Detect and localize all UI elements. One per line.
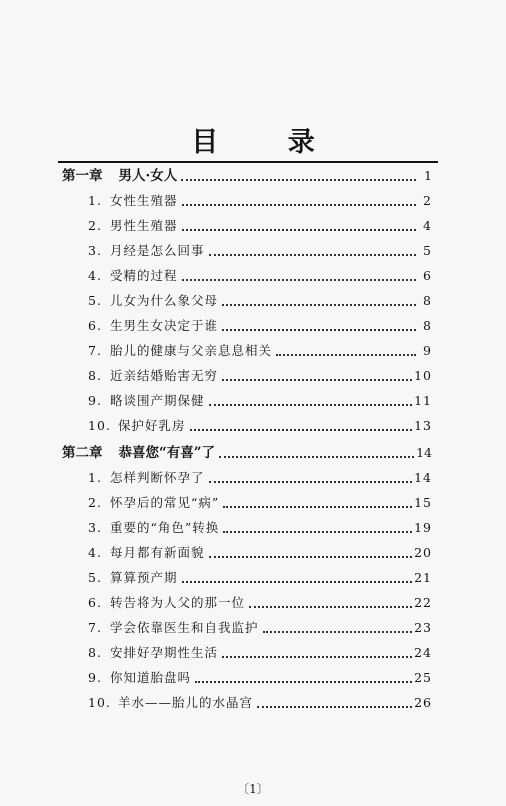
dot-leader (222, 379, 412, 381)
entry-title: 羊水——胎儿的水晶宫 (118, 695, 254, 710)
entry-page-number: 13 (414, 418, 432, 433)
entry-number: 9. (88, 670, 102, 685)
entry-number: 3. (88, 520, 102, 535)
entry-number: 6. (88, 318, 102, 333)
dot-leader (222, 304, 416, 306)
dot-leader (222, 656, 412, 658)
entry-page-number: 25 (414, 670, 432, 685)
dot-leader (209, 556, 413, 558)
dot-leader (222, 329, 416, 331)
dot-leader (219, 456, 414, 458)
entry-title: 女性生殖器 (110, 193, 178, 208)
entry-page-number: 24 (414, 645, 432, 660)
entry-page-number: 21 (414, 570, 432, 585)
dot-leader (249, 606, 412, 608)
entry-title: 胎儿的健康与父亲息息相关 (110, 343, 273, 358)
title-rule (58, 161, 438, 163)
entry-page-number: 4 (423, 218, 432, 233)
dot-leader (276, 354, 416, 356)
entry-page-number: 6 (423, 268, 432, 283)
entry-title: 男人·女人 (118, 168, 178, 184)
dot-leader (182, 229, 416, 231)
entry-page-number: 20 (414, 545, 432, 560)
entry-number: 2. (88, 218, 102, 233)
entry-number: 6. (88, 595, 102, 610)
entry-title: 儿女为什么象父母 (110, 293, 219, 308)
dot-leader (195, 681, 412, 683)
toc-section-entry (88, 491, 432, 515)
entry-title: 安排好孕期性生活 (110, 645, 219, 660)
entry-number: 10. (88, 418, 111, 433)
entry-title: 算算预产期 (110, 570, 178, 585)
toc-chapter-entry (62, 164, 432, 188)
toc-section-entry (88, 541, 432, 565)
entry-number: 9. (88, 393, 102, 408)
dot-leader (190, 429, 413, 431)
entry-number: 第一章 (62, 168, 103, 184)
entry-page-number: 19 (414, 520, 432, 535)
dot-leader (223, 531, 412, 533)
entry-title: 受精的过程 (110, 268, 178, 283)
dot-leader (257, 706, 412, 708)
entry-title: 近亲结婚贻害无穷 (110, 368, 219, 383)
entry-title: 你知道胎盘吗 (110, 670, 192, 685)
entry-title: 学会依靠医生和自我监护 (110, 620, 259, 635)
entry-page-number: 14 (414, 470, 432, 485)
dot-leader (182, 204, 416, 206)
entry-number: 4. (88, 545, 102, 560)
entry-number: 3. (88, 243, 102, 258)
entry-title: 男性生殖器 (110, 218, 178, 233)
dot-leader (209, 404, 413, 406)
entry-title: 略谈围产期保健 (110, 393, 205, 408)
toc-section-entry (88, 314, 432, 338)
entry-page-number: 8 (423, 293, 432, 308)
entry-page-number: 1 (424, 168, 432, 183)
toc-section-entry (88, 566, 432, 590)
toc-section-entry (88, 364, 432, 388)
toc-section-entry (88, 189, 432, 213)
entry-page-number: 15 (414, 495, 432, 510)
toc-section-entry (88, 239, 432, 263)
entry-number: 8. (88, 368, 102, 383)
entry-title: 每月都有新面貌 (110, 545, 205, 560)
entry-page-number: 26 (414, 695, 432, 710)
entry-title: 恭喜您“有喜”了 (118, 445, 216, 461)
entry-title: 月经是怎么回事 (110, 243, 205, 258)
entry-number: 4. (88, 268, 102, 283)
entry-number: 7. (88, 343, 102, 358)
entry-page-number: 14 (416, 445, 432, 460)
toc-section-entry (88, 289, 432, 313)
dot-leader (209, 254, 416, 256)
entry-number: 1. (88, 193, 102, 208)
entry-title: 生男生女决定于谁 (110, 318, 219, 333)
toc-section-entry (88, 666, 432, 690)
dot-leader (182, 279, 416, 281)
entry-title: 怎样判断怀孕了 (110, 470, 205, 485)
entry-number: 8. (88, 645, 102, 660)
entry-page-number: 2 (423, 193, 432, 208)
toc-section-entry (88, 264, 432, 288)
entry-number: 2. (88, 495, 102, 510)
toc-section-entry (88, 591, 432, 615)
toc-section-entry (88, 214, 432, 238)
toc-section-entry (88, 616, 432, 640)
page-title: 目 录 (191, 127, 345, 158)
entry-page-number: 5 (423, 243, 432, 258)
page-number: 〔1〕 (237, 782, 269, 796)
entry-page-number: 22 (414, 595, 432, 610)
entry-number: 5. (88, 293, 102, 308)
entry-title: 保护好乳房 (118, 418, 186, 433)
entry-number: 10. (88, 695, 111, 710)
entry-number: 5. (88, 570, 102, 585)
entry-page-number: 10 (414, 368, 432, 383)
entry-title: 转告将为人父的那一位 (110, 595, 246, 610)
dot-leader (181, 179, 416, 181)
toc-section-entry (88, 389, 432, 413)
toc-section-entry (88, 466, 432, 490)
entry-page-number: 23 (414, 620, 432, 635)
dot-leader (263, 631, 413, 633)
dot-leader (209, 481, 413, 483)
entry-title: 重要的“角色”转换 (110, 520, 220, 535)
toc-chapter-entry (62, 441, 432, 465)
toc-section-entry (88, 691, 432, 715)
entry-number: 第二章 (62, 445, 103, 461)
entry-number: 1. (88, 470, 102, 485)
dot-leader (182, 581, 413, 583)
entry-page-number: 11 (414, 393, 432, 408)
dot-leader (223, 506, 412, 508)
toc-section-entry (88, 641, 432, 665)
toc-section-entry (88, 414, 432, 438)
entry-page-number: 8 (423, 318, 432, 333)
entry-number: 7. (88, 620, 102, 635)
entry-title: 怀孕后的常见“病” (110, 495, 220, 510)
toc-section-entry (88, 516, 432, 540)
entry-page-number: 9 (423, 343, 432, 358)
toc-section-entry (88, 339, 432, 363)
